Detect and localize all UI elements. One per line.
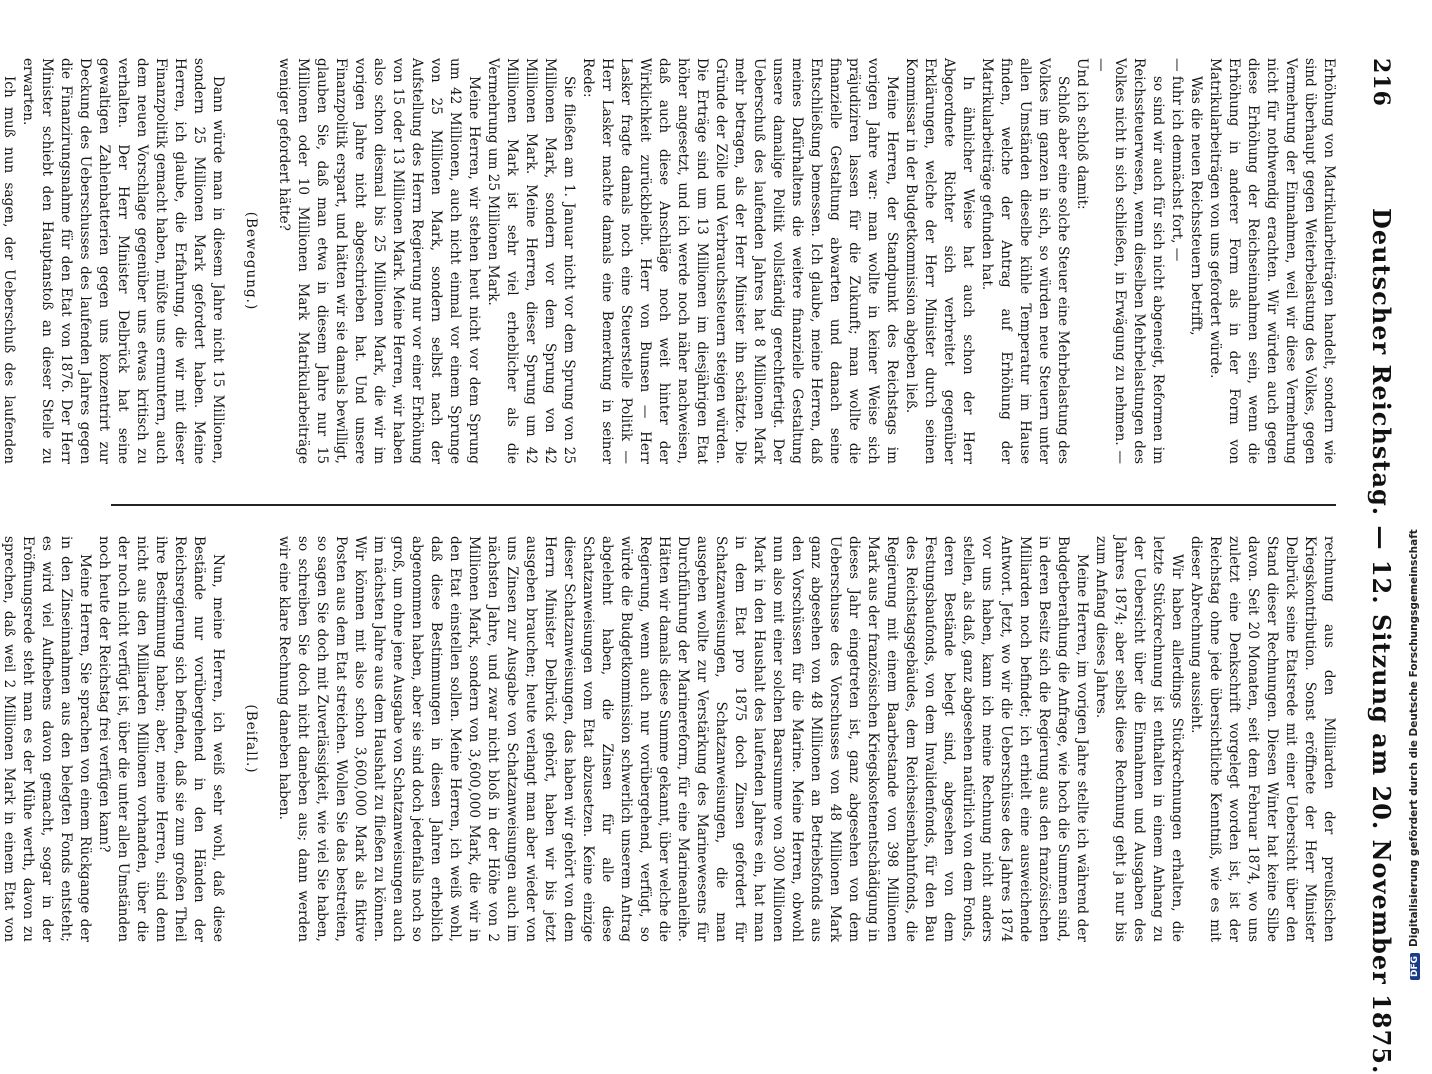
paragraph: Schloß aber eine solche Steuer eine Mehrbelastung des Volkes im ganzen in sich, so würden neue Steuern unter allen Umständen dieselbe kühle Temperatur im Hause finden, welche der Antrag auf Erhöhung der Matrikularbeiträge gefunden hat. [979, 58, 1071, 464]
paragraph: Dann würde man in diesem Jahre nicht 15 Millionen, sondern 25 Millionen Mark gefordert haben. Meine Herren, ich glaube, die Erfahrung, die wir mit dieser Finanzpolitik gemacht haben, müßte uns ermuntern, auch dem neuen Vorschlage gegenüber uns etwas kritisch zu verhalten. Der Herr Minister Delbrück hat seine gewaltigen Zahlenbatterien gegen uns konzentrirt zur Deckung des Ueberschusses des laufenden Jahres gegen die Finanzirungsnahme für den Etat von 1876. Der Herr Minister schiebt den Hauptanstoß an dieser Stelle zu erwarten. [20, 58, 226, 464]
paragraph: Meine Herren, im vorigen Jahre stellte ich während der Budgetberathung die Anfrage, wie hoch die Summen sind, in deren Besitz sich die Regierung aus den französischen Milliarden noch befindet; ich erhielt eine ausweichende Antwort. Jetzt, wo wir die Ueberschüsse des Jahres 1874 vor uns haben, kann ich meine Rechnung nicht anders stellen, als daß, ganz abgesehen natürlich von dem Fonds, deren Bestände belegt sind, abgesehen von dem Festungsbaufonds, von dem Invalidenfonds, für den Bau des Reichstagsgebäudes, dem Reichseisenbahnfonds, die Regierung mit einem Baarbestande von 398 Millionen Mark aus der französischen Kriegskostenentschädigung in dieses Jahr eingetreten ist, ganz abgesehen von dem Ueberschusse des Vorschusses von 48 Millionen Mark ganz abgesehen von 48 Millionen an Betriebsfonds aus den Vorschüssen für die Marine. Meine Herren, obwohl nun also mit einer solchen Baarsumme von 300 Millionen Mark in den Haushalt des laufenden Jahres ein, hat man in dem Etat pro 1875 doch Zinsen gefordert für Schatzanweisungen, Schatzanweisungen, die man ausgeben wollte zur Verstärkung des Marinewesens für Durchführung der Marinereform, für eine Marineanleihe. Hätten wir damals diese Summe gekannt, über welche die Regierung, wenn auch nur vorübergehend, verfügt, so würde die Budgetkommission schwerlich unserem Antrag abgelehnt haben, die Zinsen für alle diese Schatzanweisungen vom Etat abzusetzen. Keine einzige dieser Schatzanweisungen, das haben wir gehört von dem Herrn Minister Delbrück gehört, haben wir bis jetzt ausgeben brauchen; heute verlangt man aber wieder von uns Zinsen zur Ausgabe von Schatzanweisungen auch im nächsten Jahre, und zwar nicht bloß in der Höhe von 2 Millionen Mark, sondern von 3,600,000 Mark, die wir in den Etat einstellen sollen. Meine Herren, ich weiß wohl, daß diese Bestimmungen in diesen Jahren erheblich abgenommen haben, aber sie sind doch jedenfalls noch so groß, um ohne jene Ausgabe von Schatzanweisungen auch im nächsten Jahre aus dem Haushalt zu fließen zu können. Wir können mit also schon 3,600,000 Mark als fiktive Posten aus dem Etat streichen. Wollen Sie das bestreiten, so sagen Sie doch mit Zuverlässigkeit, wie viel Sie haben, so schreiben Sie doch nicht daneben aus; dann werden wir eine klare Rechnung daneben haben. [276, 536, 1090, 942]
digitization-credit [1408, 529, 1420, 980]
column-divider [111, 504, 1336, 506]
running-title: Deutscher Reichstag. — 12. Sitzung am 20. November 1875. [1367, 208, 1396, 1074]
right-text-column [1, 536, 1338, 942]
paragraph: Was die neuen Reichssteuern betrifft, [1188, 76, 1204, 336]
dfg-logo-icon: DFG [1410, 953, 1420, 980]
page-header [1362, 58, 1402, 1074]
page-number: 216 [1368, 58, 1394, 107]
paragraph: — fuhr ich demnächst fort, — [1169, 58, 1185, 262]
paragraph: Ich muß nun sagen, der Ueberschuß des laufenden [1, 76, 17, 464]
paragraph: Wir haben allerdings Stückrechnungen erhalten, die letzte Stückrechnung ist enthalten in einem Anhang zu der Uebersicht über die Einnahmen und Ausgaben des Jahres 1874; aber selbst diese Rechnung geht ja nur bis zum Anfang dieses Jahres. [1093, 536, 1185, 942]
credit-text: Digitalisierung gefördert durch die Deutsche Forschungsgemeinschaft [1408, 529, 1420, 947]
paragraph: Meine Herren, Sie sprachen von einem Rückgange der in den Zinseinnahmen aus den belegten Fonds entsteht; es wird viel Aufhebens davon gemacht, sogar in der Eröffnungsrede steht man es der Mühe werth, davon zu sprechen, daß weil 2 Millionen Mark in einem Etat von [1, 536, 93, 942]
left-text-column [1, 58, 1338, 464]
paragraph: In ähnlicher Weise hat auch schon der Herr Abgeordnete Richter sich verbreitet gegenüber Erklärungen, welche der Herr Minister durch seinen Kommissar in der Budgetkommission abgeben ließ. [903, 58, 976, 464]
paragraph: Meine Herren, der Standpunkt des Reichstags im vorigen Jahre war: man wollte in keiner Weise sich präjudiziren lassen für die Zukunft; man wollte die finanzielle Gestaltung abwarten und danach seine Entschließung bemessen. Ich glaube, meine Herren, daß meines Dafürhaltens die weitere finanzielle Gestaltung unsere damalige Politik vollständig gerechtfertigt. Der Ueberschuß des laufenden Jahres hat 8 Millionen Mark mehr betragen, als der Herr Minister ihn schätzte. Die Gründe der Zölle und Verbrauchssteuern steigen würden. Die Erträge sind um 13 Millionen im diesjährigen Etat höher angesetzt, und ich werde noch näher nachweisen, daß auch diese Anschläge noch weit hinter der Wirklichkeit zurückbleibt. Herr von Bunsen — Herr Lasker fragte damals noch eine Steuerstelle Politik — Herr Lasker machte damals eine Bemerkung in seiner Rede: [580, 58, 900, 464]
paragraph: Sie fließen am 1. Januar nicht vor dem Sprung von 25 Millionen Mark, sondern vor dem Sprung von 42 Millionen Mark. Meine Herren, dieser Sprung um 42 Millionen Mark ist sehr viel erheblicher als die Vermehrung um 25 Millionen Mark. [485, 58, 577, 464]
stage-direction-applause: (Beifall.) [243, 704, 259, 774]
paragraph: so sind wir auch für sich nicht abgeneigt, Reformen im Reichssteuerwesen, wenn dieselben Mehrbelastungen des Volkes nicht in sich schließen, in Erwägung zu nehmen. — — [1093, 58, 1166, 464]
stage-direction-movement: (Bewegung.) [243, 211, 259, 311]
paragraph: rechnung aus den Milliarden der preußischen Kriegskontribution. Sonst eröffnete der Herr Minister Delbrück seine Etatsrede mit einer Uebersicht über den Stand dieser Rechnungen. Diesen Winter hat keine Silbe davon. Seit 20 Monaten, seit dem Februar 1874, wo uns zuletzt eine Denkschrift vorgelegt worden ist, ist der Reichstag ohne jede übersichtliche Kenntniß, wie es mit dieser Abrechnung aussieht. [1188, 536, 1337, 942]
paragraph: Und ich schloß damit: [1074, 58, 1090, 210]
paragraph: Erhöhung von Matrikularbeiträgen handelt, sondern wie sind überhaupt gegen Weiterbelastung des Volkes, gegen Vermehrung der Einnahmen, weil wir diese Vermehrung nicht für nothwendig erachten. Wir würden auch gegen diese Erhöhung der Reichseinnahmen sein, wenn die Erhöhung in anderer Form als in der Form von Matrikularbeiträgen von uns gefordert würde. [1207, 58, 1337, 464]
paragraph: Nun, meine Herren, ich weiß sehr wohl, daß diese Bestände nur vorübergehend in den Händen der Reichsregierung sich befinden, daß sie zum großen Theil ihre Bestimmung haben; aber, meine Herren, sind denn nicht aus den Milliarden Millionen vorhanden, über die der noch nicht verfügt ist, über die unter allen Umständen noch heute der Reichstag frei verfügen kann? [96, 536, 226, 942]
paragraph: Meine Herren, wir stehen heut nicht vor dem Sprung um 42 Millionen, auch nicht einmal vor einem Sprunge von 25 Millionen Mark, sondern selbst nach der Aufstellung des Herrn Regierung nur vor einer Erhöhung von 15 oder 13 Millionen Mark. Meine Herren, wir haben also schon diesmal bis 25 Millionen Mark, die wir im vorigen Jahre nicht abgeschrieben hat. Und unsere Finanzpolitik erspart, und hätten wir sie damals bewilligt, glauben Sie, daß man etwa in diesem Jahre nur 15 Millionen oder 10 Millionen Mark Matrikularbeiträge weniger gefordert hätte? [276, 58, 482, 464]
